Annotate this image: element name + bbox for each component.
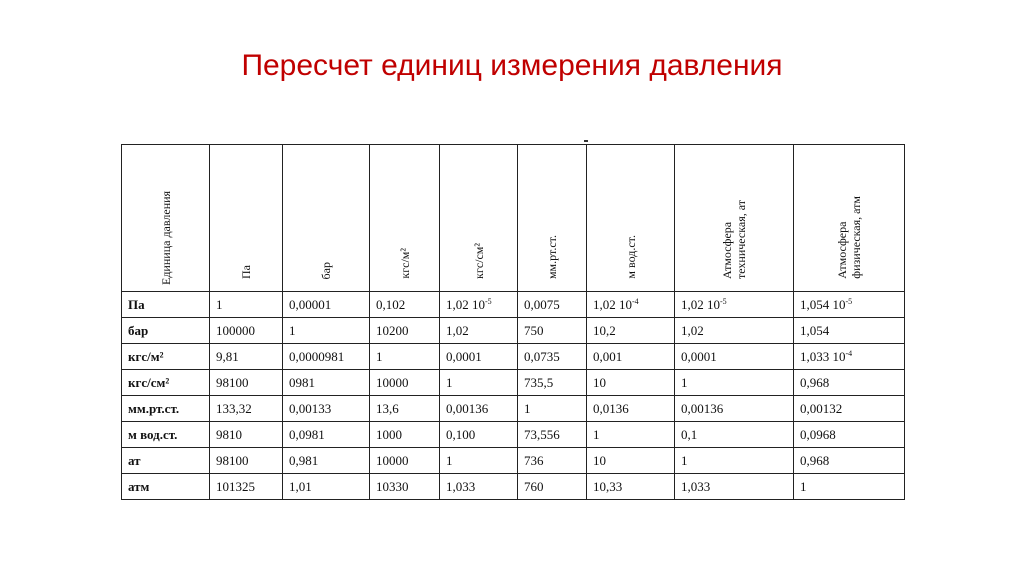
value-text: 10,2 — [593, 322, 616, 338]
value-cell — [440, 474, 518, 500]
table-row — [122, 370, 905, 396]
value-cell — [587, 396, 675, 422]
value-text: 0,102 — [376, 296, 406, 312]
table-row — [122, 422, 905, 448]
value-cell — [370, 292, 440, 318]
header-label: Атмосфера физическая, атм — [835, 196, 863, 279]
value-text: 101325 — [216, 478, 255, 494]
table-row — [122, 344, 905, 370]
row-unit-cell — [122, 448, 210, 474]
value-cell — [440, 396, 518, 422]
value-text: 1,033 — [681, 478, 711, 494]
table-row — [122, 474, 905, 500]
value-text: 0,00132 — [800, 400, 843, 416]
row-unit-cell — [122, 422, 210, 448]
header-label: м вод.ст. — [623, 235, 638, 279]
table-row — [122, 318, 905, 344]
value-cell — [210, 318, 283, 344]
value-cell — [518, 396, 587, 422]
value-text: 736 — [524, 452, 544, 468]
value-text: 0,0735 — [524, 348, 560, 364]
value-cell — [587, 448, 675, 474]
value-cell — [794, 370, 905, 396]
header-cell — [440, 145, 518, 292]
exponent-text: -4 — [632, 296, 639, 306]
value-text: 0,968 — [800, 452, 830, 468]
exponent-text: -5 — [720, 296, 727, 306]
header-cell — [518, 145, 587, 292]
value-cell — [370, 474, 440, 500]
value-cell — [794, 318, 905, 344]
value-text: 1 — [681, 374, 688, 390]
value-text: 0,981 — [289, 452, 319, 468]
value-cell — [794, 292, 905, 318]
header-row — [122, 145, 905, 292]
value-cell — [370, 396, 440, 422]
value-text: 10 — [593, 374, 606, 390]
value-cell — [794, 474, 905, 500]
row-unit-label: Па — [128, 296, 145, 312]
value-cell — [283, 292, 370, 318]
value-text: 1,01 — [289, 478, 312, 494]
value-cell — [675, 344, 794, 370]
value-text: 1 — [446, 374, 453, 390]
value-text: 1 — [593, 426, 600, 442]
value-cell — [794, 396, 905, 422]
value-text: 1 — [681, 452, 688, 468]
value-cell — [440, 344, 518, 370]
value-cell — [675, 292, 794, 318]
value-cell — [518, 474, 587, 500]
value-text: 9810 — [216, 426, 242, 442]
exponent-text: -4 — [845, 348, 853, 358]
value-cell — [518, 370, 587, 396]
value-cell — [518, 448, 587, 474]
value-cell — [675, 318, 794, 344]
row-unit-label: мм.рт.ст. — [128, 400, 180, 416]
row-unit-label: ат — [128, 452, 141, 468]
value-text: 1,02 — [681, 322, 704, 338]
value-text: 760 — [524, 478, 544, 494]
value-cell — [370, 370, 440, 396]
header-corner-label: Единица давления — [158, 190, 173, 285]
value-cell — [210, 448, 283, 474]
value-text: 0,0001 — [446, 348, 482, 364]
value-cell — [283, 396, 370, 422]
value-text: 73,556 — [524, 426, 560, 442]
table-row — [122, 448, 905, 474]
value-text: 1,054 10 — [800, 296, 846, 312]
row-unit-cell — [122, 370, 210, 396]
value-text: 0,0000981 — [289, 348, 345, 364]
value-cell — [675, 448, 794, 474]
header-label: мм.рт.ст. — [545, 234, 559, 279]
value-cell — [587, 292, 675, 318]
value-text: 750 — [524, 322, 544, 338]
value-text: 13,6 — [376, 400, 399, 416]
slide-title: Пересчет единиц измерения давления — [241, 49, 783, 82]
header-cell — [587, 145, 675, 292]
value-text: 735,5 — [524, 374, 554, 390]
value-text: 0,00001 — [289, 296, 332, 312]
value-cell — [587, 318, 675, 344]
value-text: 1 — [800, 478, 807, 494]
value-cell — [283, 448, 370, 474]
header-cell — [794, 145, 905, 292]
value-text: 1 — [446, 452, 453, 468]
value-text: 1 — [376, 348, 383, 364]
value-text: 1,02 10 — [446, 296, 485, 312]
value-cell — [794, 422, 905, 448]
row-unit-label: кгс/см² — [128, 374, 170, 390]
value-text: 1,02 10 — [593, 296, 632, 312]
value-cell — [283, 344, 370, 370]
value-text: 10330 — [376, 478, 409, 494]
header-label: Па — [239, 265, 253, 279]
value-text: 10000 — [376, 374, 409, 390]
row-unit-label: кгс/м² — [128, 348, 164, 364]
header-cell — [283, 145, 370, 292]
header-label: кгс/м² — [397, 248, 412, 279]
value-cell — [210, 370, 283, 396]
value-cell — [794, 344, 905, 370]
value-cell — [283, 422, 370, 448]
value-cell — [440, 370, 518, 396]
value-text: 1 — [289, 322, 296, 338]
value-cell — [675, 370, 794, 396]
value-text: 10200 — [376, 322, 409, 338]
value-cell — [518, 318, 587, 344]
value-cell — [440, 422, 518, 448]
value-text: 0,968 — [800, 374, 830, 390]
table-row — [122, 396, 905, 422]
header-label: бар — [319, 261, 333, 279]
value-cell — [370, 448, 440, 474]
row-unit-cell — [122, 344, 210, 370]
value-text: 0,0136 — [593, 400, 629, 416]
value-text: 133,32 — [216, 400, 252, 416]
value-text: 1,054 — [800, 322, 830, 338]
value-text: 1,02 — [446, 322, 469, 338]
value-cell — [210, 344, 283, 370]
value-text: 0,00133 — [289, 400, 332, 416]
value-text: 98100 — [216, 452, 249, 468]
header-label: кгс/см² — [471, 243, 486, 279]
value-cell — [283, 474, 370, 500]
value-text: 0,001 — [593, 348, 623, 364]
header-cell — [675, 145, 794, 292]
value-text: 1000 — [376, 426, 402, 442]
value-cell — [283, 318, 370, 344]
value-text: 10 — [593, 452, 606, 468]
value-cell — [587, 474, 675, 500]
value-cell — [370, 422, 440, 448]
value-cell — [518, 422, 587, 448]
value-cell — [587, 370, 675, 396]
row-unit-cell — [122, 292, 210, 318]
value-text: 1,02 10 — [681, 296, 720, 312]
row-unit-cell — [122, 396, 210, 422]
value-text: 1,033 — [446, 478, 476, 494]
value-cell — [587, 344, 675, 370]
value-cell — [210, 292, 283, 318]
table-body — [122, 292, 905, 500]
value-text: 98100 — [216, 374, 249, 390]
value-text: 0,0075 — [524, 296, 560, 312]
value-text: 100000 — [216, 322, 255, 338]
pressure-conversion-table — [121, 144, 905, 500]
header-cell — [370, 145, 440, 292]
value-text: 0981 — [289, 374, 315, 390]
value-text: 10,33 — [593, 478, 623, 494]
table-row — [122, 292, 905, 318]
header-corner-cell — [122, 145, 210, 292]
value-cell — [370, 318, 440, 344]
row-unit-label: м вод.ст. — [128, 426, 178, 442]
value-cell — [440, 292, 518, 318]
value-cell — [518, 344, 587, 370]
value-text: 1,033 10 — [800, 348, 846, 364]
value-cell — [210, 474, 283, 500]
value-cell — [675, 396, 794, 422]
value-text: 0,100 — [446, 426, 476, 442]
value-cell — [440, 448, 518, 474]
value-cell — [440, 318, 518, 344]
stray-mark — [584, 140, 588, 142]
value-cell — [210, 396, 283, 422]
row-unit-label: бар — [128, 322, 149, 338]
value-text: 0,1 — [681, 426, 698, 442]
value-cell — [587, 422, 675, 448]
value-text: 0,0968 — [800, 426, 836, 442]
row-unit-label: атм — [128, 478, 150, 494]
value-cell — [210, 422, 283, 448]
value-cell — [675, 422, 794, 448]
value-cell — [675, 474, 794, 500]
header-label: Атмосфера техническая, ат — [720, 200, 748, 279]
value-text: 10000 — [376, 452, 409, 468]
value-text: 0,0981 — [289, 426, 325, 442]
value-text: 1 — [524, 400, 531, 416]
value-text: 0,00136 — [681, 400, 724, 416]
value-cell — [794, 448, 905, 474]
value-cell — [283, 370, 370, 396]
value-text: 0,00136 — [446, 400, 489, 416]
exponent-text: -5 — [485, 296, 492, 306]
value-cell — [518, 292, 587, 318]
value-cell — [370, 344, 440, 370]
value-text: 9,81 — [216, 348, 239, 364]
row-unit-cell — [122, 318, 210, 344]
exponent-text: -5 — [845, 296, 853, 306]
row-unit-cell — [122, 474, 210, 500]
header-cell — [210, 145, 283, 292]
value-text: 1 — [216, 296, 223, 312]
value-text: 0,0001 — [681, 348, 717, 364]
